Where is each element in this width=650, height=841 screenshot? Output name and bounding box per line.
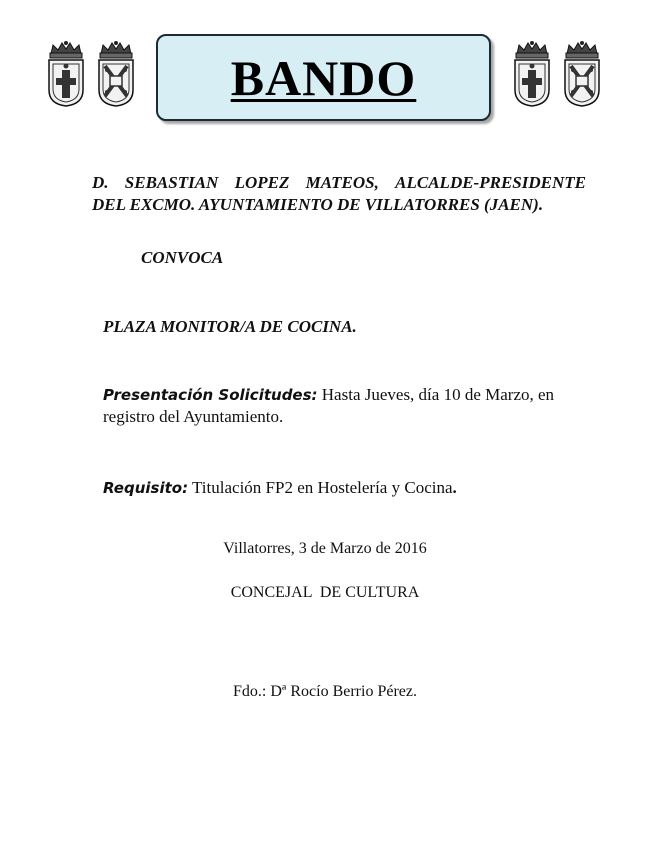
signature: Fdo.: Dª Rocío Berrio Pérez. bbox=[233, 683, 417, 700]
coat-of-arms-icon bbox=[511, 40, 553, 108]
requirement-paragraph bbox=[103, 477, 457, 499]
presentation-text: Hasta Jueves, día 10 de Marzo, en bbox=[317, 385, 555, 404]
convoca-heading: CONVOCA bbox=[141, 248, 224, 267]
presentation-paragraph bbox=[103, 384, 593, 428]
requirement-text: Titulación FP2 en Hostelería y Cocina bbox=[188, 478, 453, 497]
position-title: PLAZA MONITOR/A DE COCINA. bbox=[103, 317, 357, 336]
coat-of-arms-icon bbox=[95, 40, 137, 108]
page-title: BANDO bbox=[230, 49, 417, 106]
issuing-authority bbox=[92, 172, 586, 216]
coat-of-arms-icon bbox=[561, 40, 603, 108]
presentation-label: Presentación Solicitudes: bbox=[103, 386, 318, 404]
title-box bbox=[156, 34, 491, 121]
authority-word: MATEOS, bbox=[305, 173, 379, 192]
authority-word: LOPEZ bbox=[234, 173, 290, 192]
presentation-text-2: registro del Ayuntamiento. bbox=[103, 407, 284, 426]
authority-word: ALCALDE-PRESIDENTE bbox=[395, 173, 586, 192]
date-place: Villatorres, 3 de Marzo de 2016 bbox=[223, 540, 427, 557]
requirement-end: . bbox=[452, 478, 457, 497]
office-title: CONCEJAL DE CULTURA bbox=[230, 584, 420, 601]
authority-line-2: DEL EXCMO. AYUNTAMIENTO DE VILLATORRES (JAEN). bbox=[92, 195, 544, 214]
requirement-label: Requisito: bbox=[103, 479, 189, 497]
authority-word: D. bbox=[92, 173, 109, 192]
authority-word: SEBASTIAN bbox=[124, 173, 219, 192]
coat-of-arms-icon bbox=[45, 40, 87, 108]
